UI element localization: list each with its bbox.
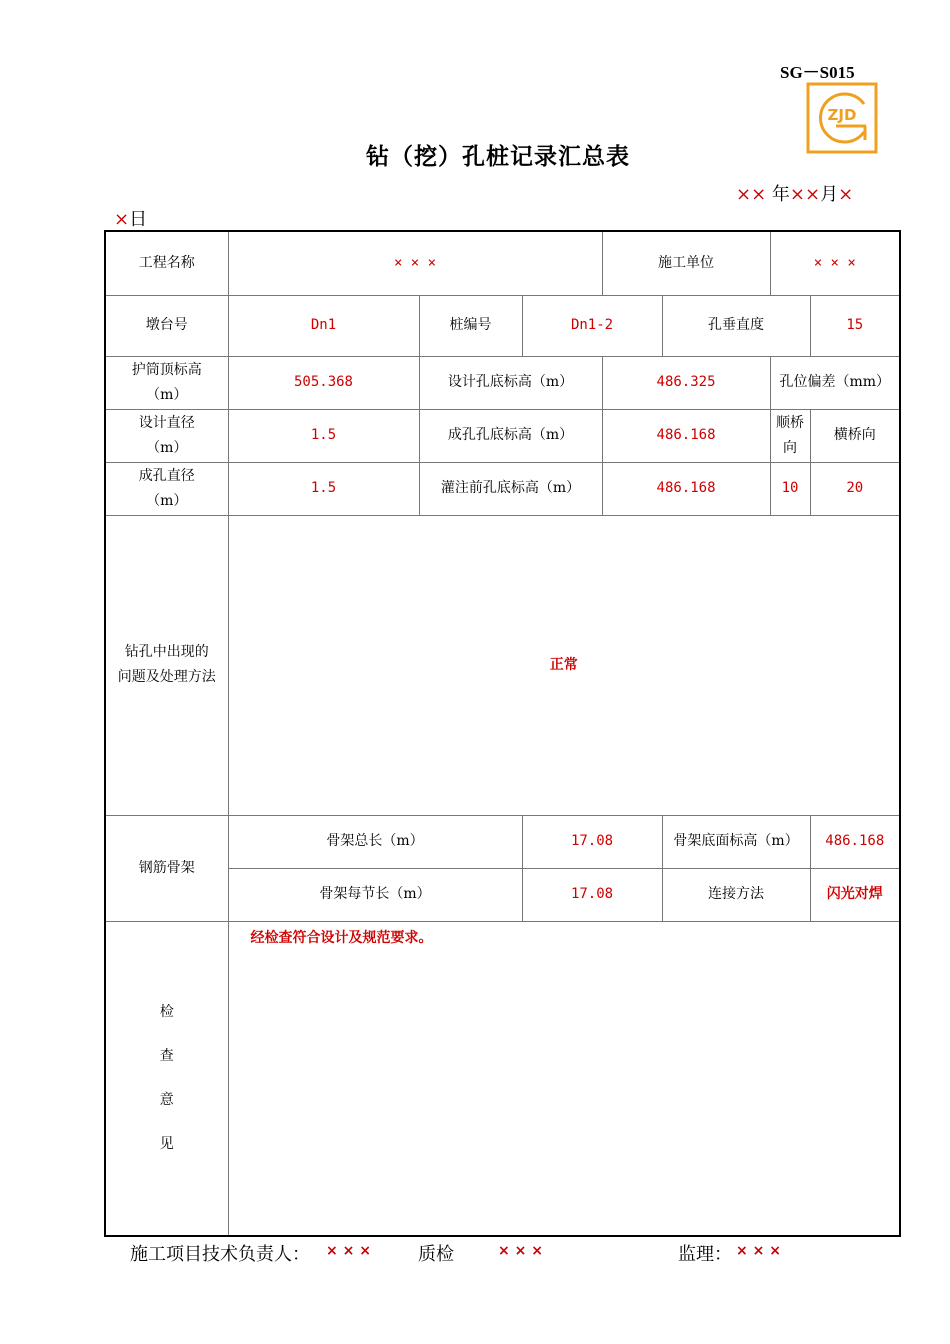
- verticality-label: 孔垂直度: [662, 295, 810, 356]
- cage-bottom-value[interactable]: 486.168: [810, 815, 900, 868]
- tech-lead-value[interactable]: × × ×: [326, 1243, 371, 1259]
- cage-total-len-label: 骨架总长（m）: [228, 815, 522, 868]
- tech-lead-label: 施工项目技术负责人：: [130, 1244, 310, 1265]
- contractor-label: 施工单位: [602, 231, 770, 295]
- pile-no-label: 桩编号: [419, 295, 522, 356]
- deviation-label: 孔位偏差（mm）: [770, 356, 900, 409]
- along-bridge-label: 顺桥向: [770, 409, 810, 462]
- opinion-value[interactable]: 经检查符合设计及规范要求。: [228, 921, 900, 1236]
- date-month-mark: ××: [789, 184, 821, 205]
- logo-text: ZJD: [827, 106, 857, 124]
- casing-top-label: 护筒顶标高 （m）: [105, 356, 228, 409]
- casing-top-value[interactable]: 505.368: [228, 356, 419, 409]
- date-month-label: 月: [820, 184, 839, 205]
- design-dia-value[interactable]: 1.5: [228, 409, 419, 462]
- project-name-value[interactable]: × × ×: [228, 231, 602, 295]
- cage-section-len-label: 骨架每节长（m）: [228, 868, 522, 921]
- pre-pour-bottom-label: 灌注前孔底标高（m）: [419, 462, 602, 515]
- along-value[interactable]: 10: [770, 462, 810, 515]
- date-line-2: [114, 205, 147, 231]
- date-day-label: 日: [129, 209, 148, 230]
- pre-pour-bottom-value[interactable]: 486.168: [602, 462, 770, 515]
- hole-dia-label: 成孔直径 （m）: [105, 462, 228, 515]
- cage-section-len-value[interactable]: 17.08: [522, 868, 662, 921]
- pier-value[interactable]: Dn1: [228, 295, 419, 356]
- supervisor-label: 监理：: [678, 1244, 732, 1265]
- design-bottom-value[interactable]: 486.325: [602, 356, 770, 409]
- page-title: 钻（挖）孔桩记录汇总表: [366, 144, 630, 170]
- qc-value[interactable]: × × ×: [498, 1243, 543, 1259]
- date-line-1: [736, 180, 853, 206]
- problems-label: 钻孔中出现的 问题及处理方法: [105, 515, 228, 815]
- verticality-value[interactable]: 15: [810, 295, 900, 356]
- date-day-mark-1: ×: [838, 184, 854, 205]
- project-name-label: 工程名称: [105, 231, 228, 295]
- form-code: SG－S015: [780, 63, 855, 82]
- qc-label: 质检: [418, 1244, 454, 1265]
- connection-label: 连接方法: [662, 868, 810, 921]
- hole-dia-value[interactable]: 1.5: [228, 462, 419, 515]
- cage-bottom-label: 骨架底面标高（m）: [662, 815, 810, 868]
- pile-no-value[interactable]: Dn1-2: [522, 295, 662, 356]
- supervisor-value[interactable]: × × ×: [736, 1243, 781, 1259]
- hole-bottom-value[interactable]: 486.168: [602, 409, 770, 462]
- design-bottom-label: 设计孔底标高（m）: [419, 356, 602, 409]
- contractor-value[interactable]: × × ×: [770, 231, 900, 295]
- across-bridge-label: 横桥向: [810, 409, 900, 462]
- across-value[interactable]: 20: [810, 462, 900, 515]
- connection-value[interactable]: 闪光对焊: [810, 868, 900, 921]
- hole-bottom-label: 成孔孔底标高（m）: [419, 409, 602, 462]
- cage-total-len-value[interactable]: 17.08: [522, 815, 662, 868]
- date-day-mark-2: ×: [114, 209, 130, 230]
- design-dia-label: 设计直径 （m）: [105, 409, 228, 462]
- opinion-label: 检 查 意 见: [105, 921, 228, 1236]
- cage-label: 钢筋骨架: [105, 815, 228, 921]
- pier-label: 墩台号: [105, 295, 228, 356]
- problems-value[interactable]: 正常: [228, 515, 900, 815]
- pile-record-table: [104, 230, 901, 1237]
- date-year-label: 年: [766, 184, 790, 205]
- date-year-mark: ××: [736, 184, 767, 205]
